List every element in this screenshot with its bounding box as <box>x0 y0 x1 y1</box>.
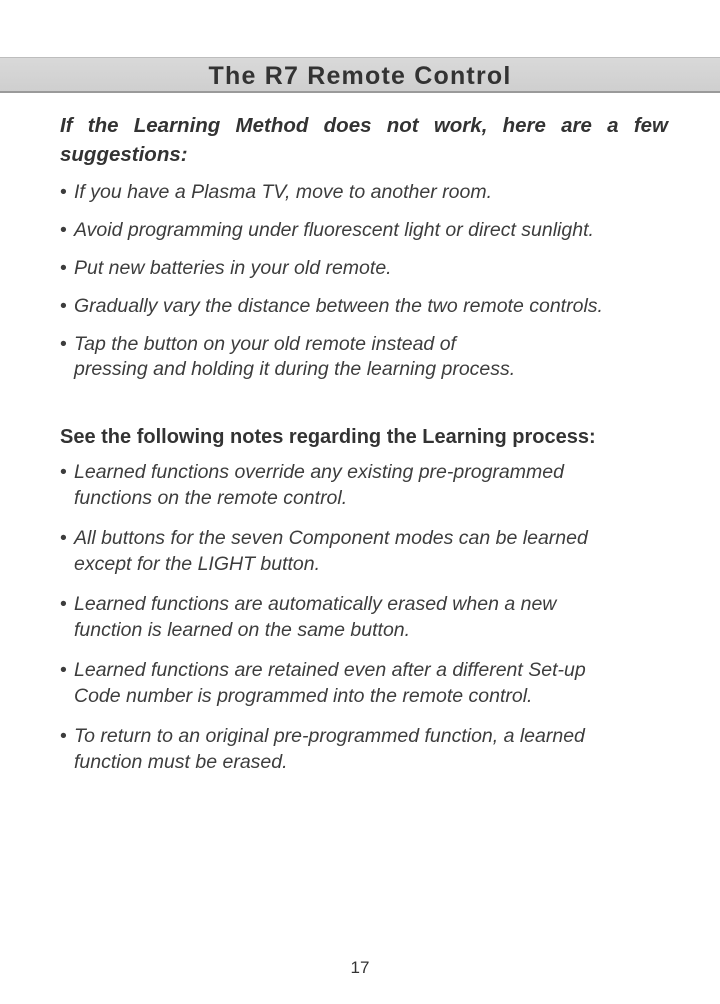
bullet-marker: • <box>60 593 67 615</box>
list-item-text: If you have a Plasma TV, move to another room. <box>74 181 493 203</box>
list-item-text: Learned functions are automatically erased when a new <box>74 593 557 615</box>
list-item-text: function is learned on the same button. <box>74 619 411 641</box>
list-item <box>60 294 668 319</box>
list-item <box>60 218 668 243</box>
bullet-marker: • <box>60 659 67 681</box>
list-item <box>60 525 668 577</box>
list-item <box>60 332 668 382</box>
list-item <box>60 591 668 643</box>
page-content <box>60 111 668 789</box>
list-item-text: All buttons for the seven Component modes can be learned <box>74 527 588 549</box>
list-item-text: Tap the button on your old remote instead of <box>74 333 456 355</box>
list-item <box>60 256 668 281</box>
list-item <box>60 459 668 511</box>
bullet-marker: • <box>60 181 67 203</box>
list-item-text: Gradually vary the distance between the two remote controls. <box>74 295 603 317</box>
list-item <box>60 180 668 205</box>
bullet-marker: • <box>60 527 67 549</box>
list-item <box>60 723 668 775</box>
bullet-marker: • <box>60 461 67 483</box>
list-item-text: Learned functions override any existing pre-programmed <box>74 461 564 483</box>
suggestions-list <box>60 180 668 382</box>
page-title: The R7 Remote Control <box>208 62 512 90</box>
notes-heading: See the following notes regarding the Learning process: <box>60 426 596 448</box>
list-item <box>60 657 668 709</box>
list-item-text: Avoid programming under fluorescent light or direct sunlight. <box>74 219 594 241</box>
bullet-marker: • <box>60 333 67 355</box>
list-item-text: function must be erased. <box>74 751 288 773</box>
bullet-marker: • <box>60 725 67 747</box>
bullet-marker: • <box>60 257 67 279</box>
list-item-text: pressing and holding it during the learning process. <box>74 358 516 380</box>
list-item-text: Learned functions are retained even after a different Set-up <box>74 659 586 681</box>
list-item-text: To return to an original pre-programmed function, a learned <box>74 725 585 747</box>
list-item-text: Code number is programmed into the remote control. <box>74 685 533 707</box>
bullet-marker: • <box>60 295 67 317</box>
suggestions-heading: If the Learning Method does not work, here are a few suggestions: <box>60 114 668 166</box>
list-item-text: except for the LIGHT button. <box>74 553 321 575</box>
list-item-text: Put new batteries in your old remote. <box>74 257 392 279</box>
list-item-text: functions on the remote control. <box>74 487 348 509</box>
bullet-marker: • <box>60 219 67 241</box>
notes-list <box>60 459 668 775</box>
page-number: 17 <box>350 958 370 977</box>
